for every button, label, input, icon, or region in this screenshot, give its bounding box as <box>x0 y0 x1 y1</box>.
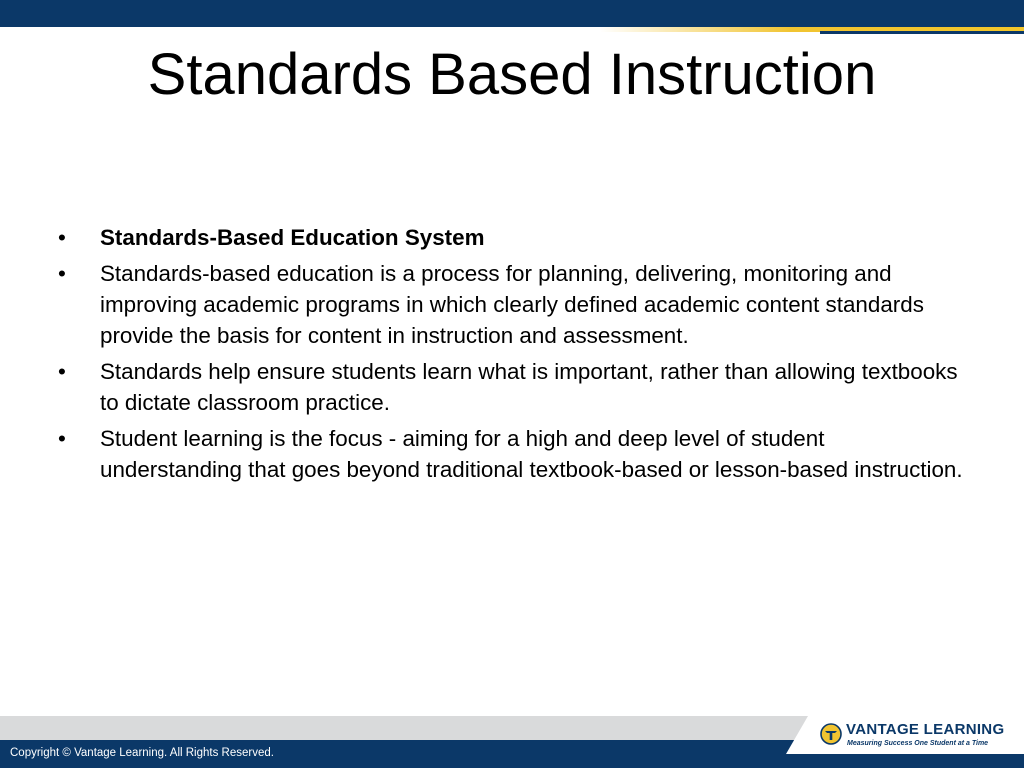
bullet-item <box>58 222 968 253</box>
header-bar <box>0 0 1024 27</box>
slide-title: Standards Based Instruction <box>147 42 877 107</box>
bullet-text: Standards help ensure students learn what is important, rather than allowing textbooks to dictate classroom practice. <box>100 359 958 415</box>
vantage-logo-icon <box>820 723 842 745</box>
bullet-list <box>58 222 968 490</box>
bullet-item <box>58 258 968 351</box>
bullet-dot: • <box>58 359 66 384</box>
bullet-text: Student learning is the focus - aiming for a high and deep level of student understanding that goes beyond traditional textbook-based or lesson-based instruction. <box>100 426 963 482</box>
bullet-dot: • <box>58 261 66 286</box>
bullet-heading: Standards-Based Education System <box>100 225 485 250</box>
bullet-dot: • <box>58 225 66 250</box>
bullet-text: Standards-based education is a process for planning, delivering, monitoring and improving academic programs in which clearly defined academic content standards provide the basis for content in instruction and assessment. <box>100 261 924 348</box>
header-accent-line <box>820 31 1024 34</box>
copyright-text: Copyright © Vantage Learning. All Rights Reserved. <box>10 747 274 759</box>
logo-tagline: Measuring Success One Student at a Time <box>847 740 989 747</box>
bullet-item <box>58 356 968 418</box>
bullet-item <box>58 423 968 485</box>
bullet-dot: • <box>58 426 66 451</box>
logo-name: VANTAGE LEARNING <box>846 721 1005 738</box>
